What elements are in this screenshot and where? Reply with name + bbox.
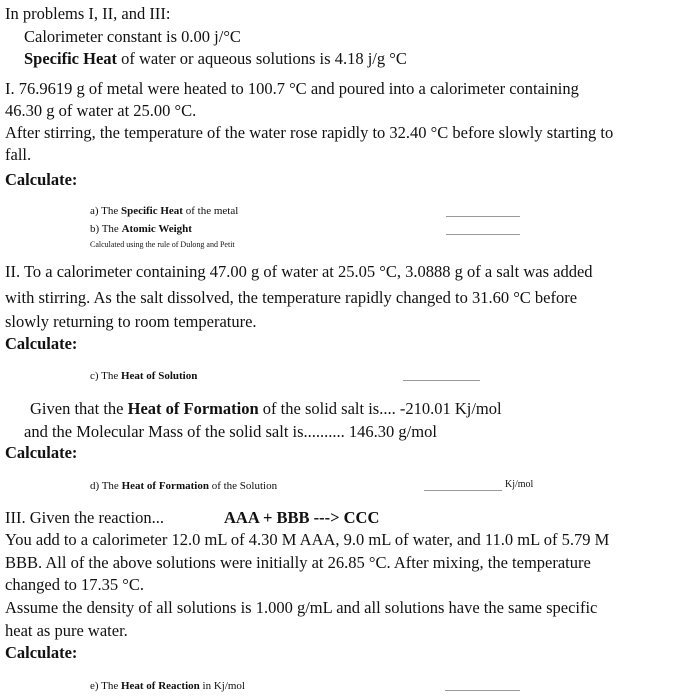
problem2-line: slowly returning to room temperature. bbox=[5, 312, 257, 331]
specific-heat-line bbox=[24, 49, 407, 69]
problem2-line: with stirring. As the salt dissolved, the temperature rapidly changed to 31.60 °C before bbox=[5, 288, 578, 307]
text: Given that the bbox=[30, 399, 128, 418]
text: b) The bbox=[90, 223, 122, 235]
problem3-line: You add to a calorimeter 12.0 mL of 4.30 M AAA, 9.0 mL of water, and 11.0 mL of 5.79 M bbox=[5, 530, 610, 549]
answer-blank-c[interactable] bbox=[403, 380, 480, 381]
question-a bbox=[90, 204, 238, 218]
given-heat-of-formation bbox=[30, 399, 502, 419]
term: Heat of Reaction bbox=[120, 680, 200, 692]
dulong-petit-note: Calculated using the rule of Dulong and Petit bbox=[90, 240, 235, 249]
calculate-heading: Calculate: bbox=[5, 334, 78, 353]
text: d) The bbox=[90, 480, 122, 492]
intro-header: In problems I, II, and III: bbox=[5, 4, 171, 23]
problem2-line: II. To a calorimeter containing 47.00 g of water at 25.05 °C, 3.0888 g of a salt was added bbox=[5, 262, 593, 281]
calculate-heading: Calculate: bbox=[5, 170, 78, 189]
unit-label: Kj/mol bbox=[505, 479, 534, 490]
reaction-equation: AAA + BBB ---> CCC bbox=[224, 508, 380, 527]
calculate-heading: Calculate: bbox=[5, 443, 78, 462]
term: Heat of Solution bbox=[120, 370, 198, 382]
question-e bbox=[90, 679, 245, 693]
calculate-heading: Calculate: bbox=[5, 643, 78, 662]
text: c) The bbox=[90, 370, 121, 382]
term: Atomic Weight bbox=[121, 223, 192, 235]
calorimeter-constant: Calorimeter constant is 0.00 j/°C bbox=[24, 27, 241, 46]
answer-blank-e[interactable] bbox=[445, 690, 520, 691]
answer-blank-d[interactable] bbox=[424, 490, 502, 491]
text: of the metal bbox=[182, 205, 239, 217]
answer-blank-a[interactable] bbox=[446, 216, 520, 217]
problem3-line: Assume the density of all solutions is 1.000 g/mL and all solutions have the same specific bbox=[5, 598, 598, 617]
problem1-line: 46.30 g of water at 25.00 °C. bbox=[5, 101, 197, 120]
question-c bbox=[90, 369, 197, 383]
text: of the Solution bbox=[208, 480, 278, 492]
text: in Kj/mol bbox=[199, 680, 245, 692]
text: a) The bbox=[90, 205, 121, 217]
term: Specific Heat bbox=[24, 49, 118, 68]
problem3-line: BBB. All of the above solutions were initially at 26.85 °C. After mixing, the temperature bbox=[5, 553, 591, 572]
question-b bbox=[90, 222, 192, 236]
problem3-line: heat as pure water. bbox=[5, 621, 128, 640]
term: Heat of Formation bbox=[127, 399, 259, 418]
text: of water or aqueous solutions is 4.18 j/g °C bbox=[117, 49, 407, 68]
answer-blank-b[interactable] bbox=[446, 234, 520, 235]
term: Specific Heat bbox=[120, 205, 183, 217]
problem1-line: After stirring, the temperature of the water rose rapidly to 32.40 °C before slowly starting to bbox=[5, 123, 614, 142]
given-molecular-mass: and the Molecular Mass of the solid salt is.......... 146.30 g/mol bbox=[24, 422, 437, 441]
term: Heat of Formation bbox=[121, 480, 209, 492]
question-d bbox=[90, 479, 277, 493]
problem3-line: changed to 17.35 °C. bbox=[5, 575, 145, 594]
problem1-line: I. 76.9619 g of metal were heated to 100.7 °C and poured into a calorimeter containing bbox=[5, 79, 579, 98]
text: e) The bbox=[90, 680, 121, 692]
text: of the solid salt is.... -210.01 Kj/mol bbox=[258, 399, 502, 418]
problem3-title: III. Given the reaction... bbox=[5, 508, 164, 527]
problem1-line: fall. bbox=[5, 145, 32, 164]
